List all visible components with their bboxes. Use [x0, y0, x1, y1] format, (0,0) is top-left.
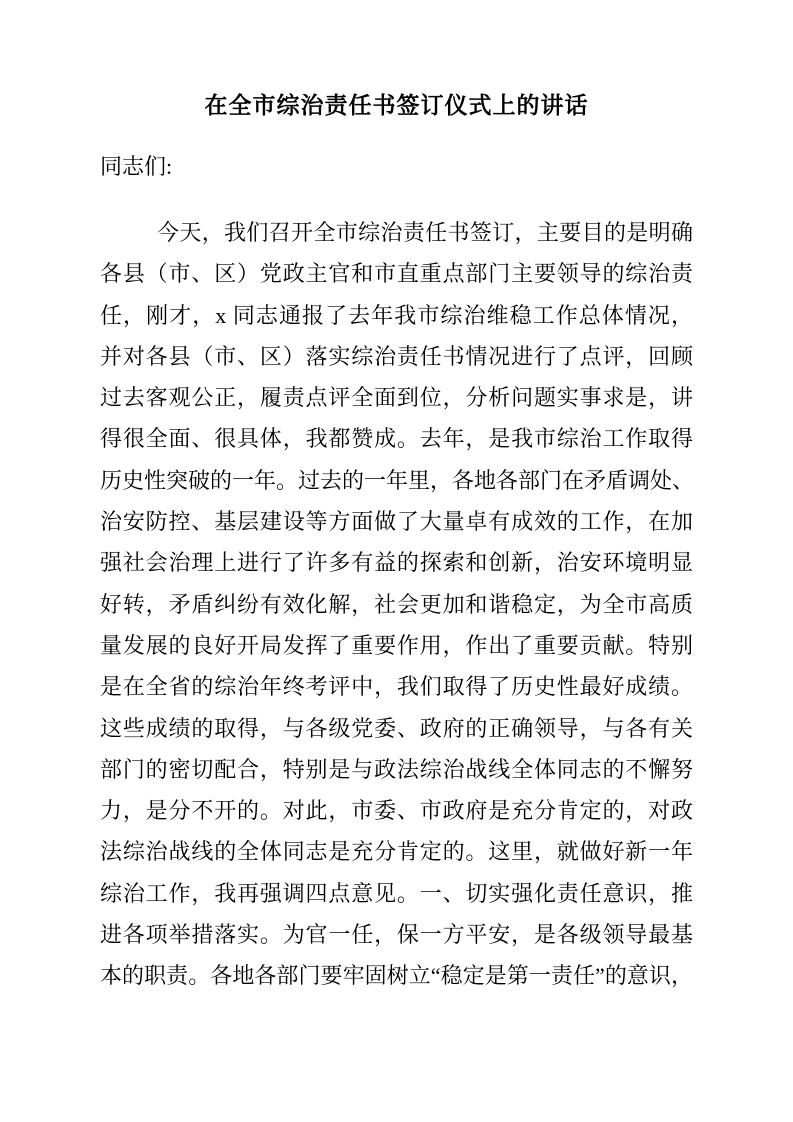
text-line: 好转，矛盾纠纷有效化解，社会更加和谐稳定，为全市高质 — [100, 591, 693, 617]
text-line: 强社会治理上进行了许多有益的探索和创新，治安环境明显 — [100, 550, 693, 576]
text-line: 并对各县（市、区）落实综治责任书情况进行了点评，回顾 — [100, 343, 693, 369]
text-line: 治安防控、基层建设等方面做了大量卓有成效的工作，在加 — [100, 509, 693, 535]
salutation: 同志们: — [100, 154, 173, 179]
text-line: 各县（市、区）党政主官和市直重点部门主要领导的综治责 — [100, 261, 693, 287]
text-line: 今天，我们召开全市综治责任书签订，主要目的是明确 — [157, 220, 693, 245]
text-line: 力，是分不开的。对此，市委、市政府是充分肯定的，对政 — [100, 798, 693, 824]
text-line: 量发展的良好开局发挥了重要作用，作出了重要贡献。特别 — [100, 632, 693, 658]
body-paragraph — [100, 212, 693, 997]
text-line: 是在全省的综治年终考评中，我们取得了历史性最好成绩。 — [100, 674, 693, 700]
text-line: 历史性突破的一年。过去的一年里，各地各部门在矛盾调处、 — [100, 467, 695, 493]
text-line: 这些成绩的取得，与各级党委、政府的正确领导，与各有关 — [100, 715, 693, 741]
text-line: 过去客观公正，履责点评全面到位，分析问题实事求是，讲 — [100, 385, 693, 411]
text-line: 任，刚才，x 同志通报了去年我市综治维稳工作总体情况， — [100, 302, 693, 328]
document-content — [100, 85, 693, 997]
text-line: 部门的密切配合，特别是与政法综治战线全体同志的不懈努 — [100, 756, 693, 782]
text-line: 综治工作，我再强调四点意见。一、切实强化责任意识，推 — [100, 880, 693, 906]
text-line: 法综治战线的全体同志是充分肯定的。这里，就做好新一年 — [100, 839, 693, 865]
text-line: 本的职责。各地各部门要牢固树立“稳定是第一责任”的意识， — [100, 963, 693, 989]
text-line: 进各项举措落实。为官一任，保一方平安，是各级领导最基 — [100, 922, 693, 948]
document-title: 在全市综治责任书签订仪式上的讲话 — [204, 92, 589, 118]
text-line: 得很全面、很具体，我都赞成。去年，是我市综治工作取得 — [100, 426, 693, 452]
